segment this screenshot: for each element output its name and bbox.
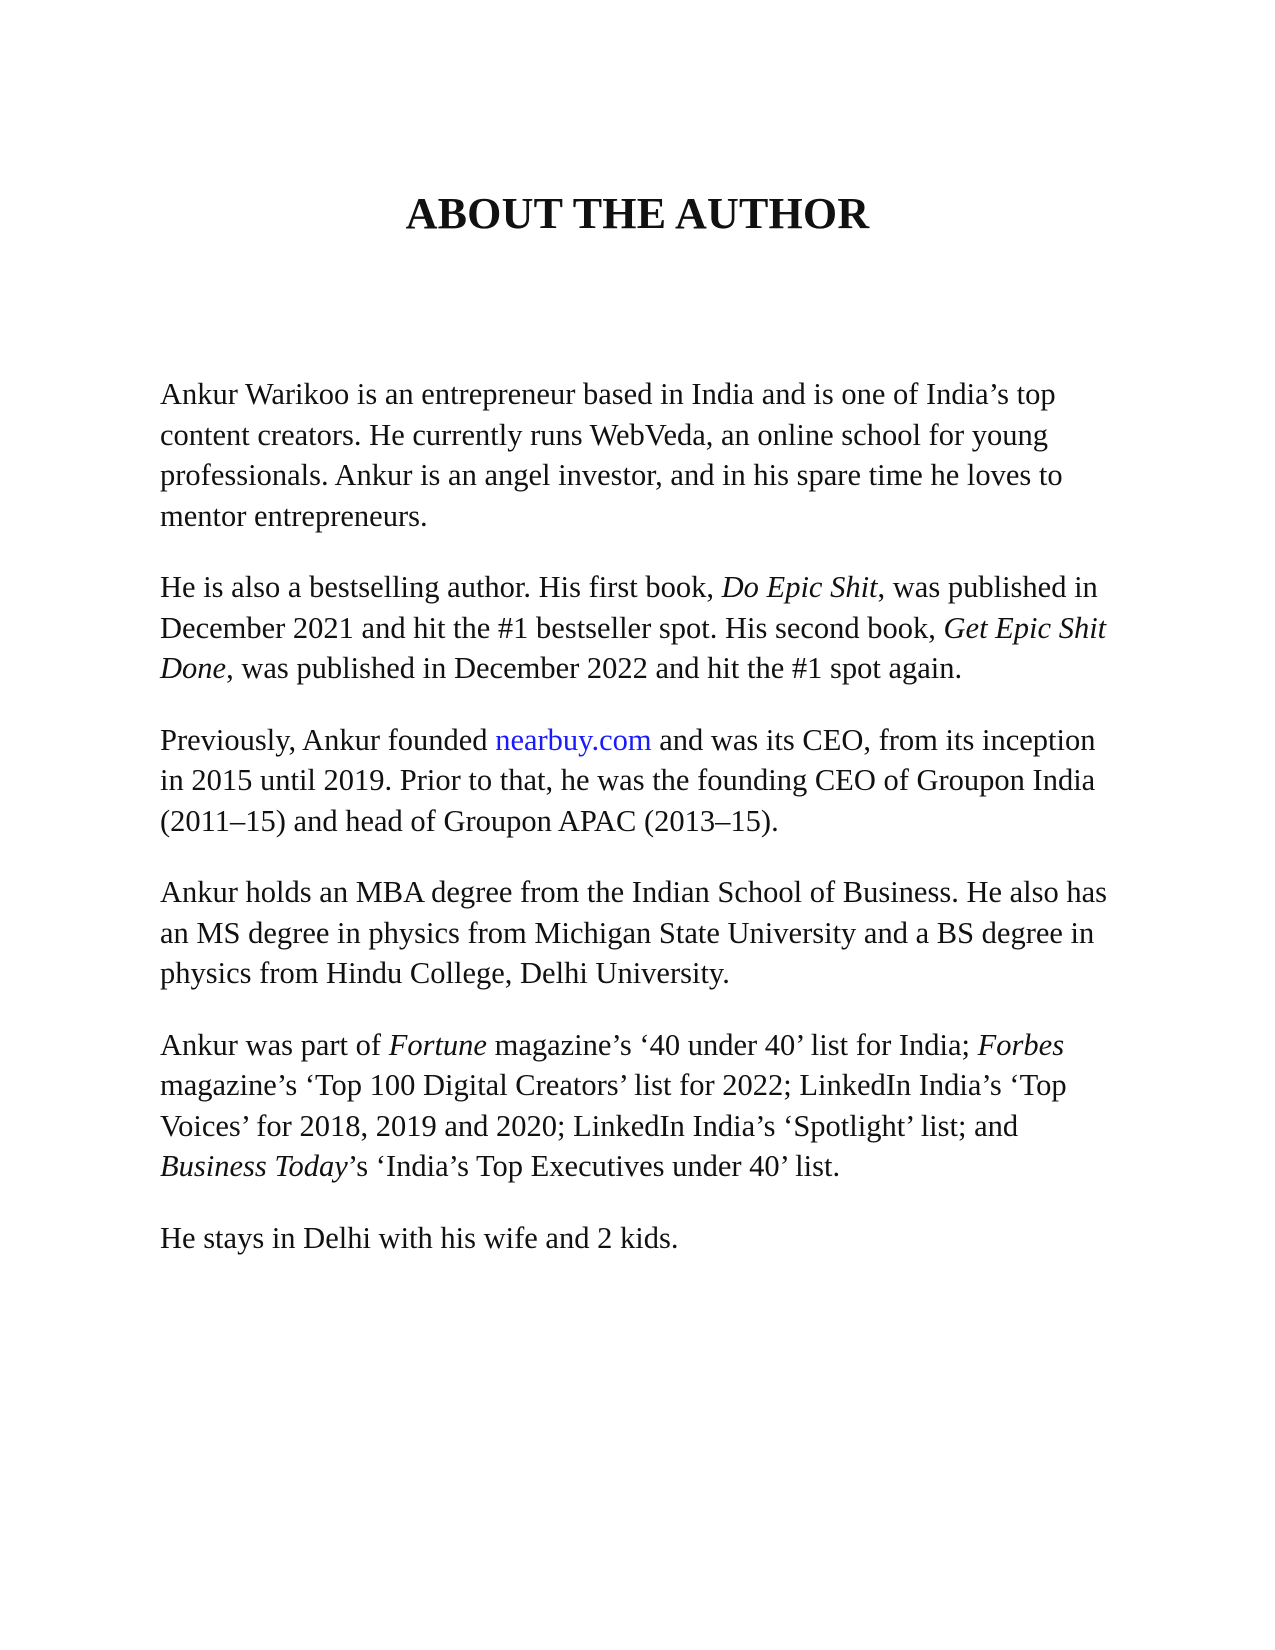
awards-text-2: magazine’s ‘40 under 40’ list for India; (486, 1027, 978, 1062)
books-text-2: , was published in December 2021 and hit the #1 bestseller spot. His second book, (160, 570, 1098, 645)
books-text-3: , was published in December 2022 and hit the #1 spot again. (226, 651, 963, 685)
awards-text-1: Ankur was part of (160, 1027, 389, 1062)
education-text: Ankur holds an MBA degree from the Indian School of Business. He also has an MS degree in physics from Michigan State University and a BS degree in physics from Hindu College, Delhi University. (160, 875, 1108, 990)
magazine-fortune: Fortune (388, 1027, 487, 1062)
bio-paragraph-family (160, 1218, 1120, 1259)
bio-paragraph-books (160, 567, 1120, 689)
magazine-forbes: Forbes (977, 1027, 1065, 1062)
awards-text-4: ’s ‘India’s Top Executives under 40’ list. (347, 1149, 841, 1183)
family-text: He stays in Delhi with his wife and 2 kids. (160, 1220, 679, 1255)
career-text-1: Previously, Ankur founded (160, 722, 496, 757)
intro-text: Ankur Warikoo is an entrepreneur based in India and is one of India’s top content creators. He currently runs WebVeda, an online school for young professionals. Ankur is an angel investor, and in his spare time he loves to mentor entrepreneurs. (160, 377, 1063, 533)
author-bio (160, 374, 1120, 1289)
book-title-1: Do Epic Shit (721, 570, 878, 604)
bio-paragraph-intro (160, 374, 1120, 536)
awards-text-3: magazine’s ‘Top 100 Digital Creators’ list for 2022; LinkedIn India’s ‘Top Voices’ for 2018, 2019 and 2020; LinkedIn India’s ‘Spotlight’ list; and (160, 1068, 1067, 1143)
magazine-business-today: Business Today (160, 1149, 348, 1183)
book-title-2: Get Epic Shit Done (160, 610, 1107, 685)
page-title: ABOUT THE AUTHOR (405, 189, 870, 238)
nearbuy-link[interactable]: nearbuy.com (495, 722, 652, 757)
bio-paragraph-career (160, 720, 1120, 842)
bio-paragraph-education (160, 872, 1120, 994)
career-text-2: and was its CEO, from its inception in 2015 until 2019. Prior to that, he was the founding CEO of Groupon India (2011–15) and head of Groupon APAC (2013–15). (160, 722, 1096, 838)
bio-paragraph-awards (160, 1025, 1120, 1187)
books-text-1: He is also a bestselling author. His first book, (160, 570, 722, 604)
